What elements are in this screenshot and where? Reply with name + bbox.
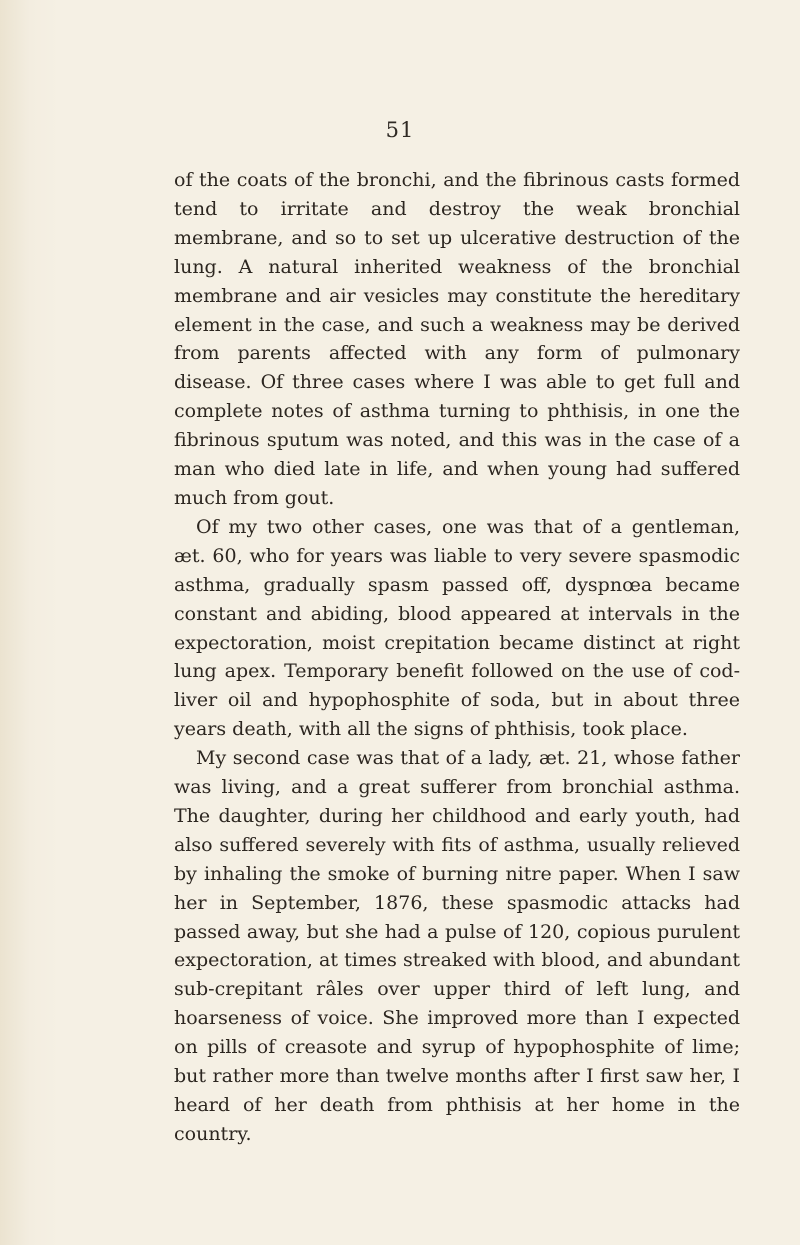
page-body	[174, 166, 740, 1149]
paragraph-first-case: Of my two other cases, one was that of a gentleman, æt. 60, who for years was liable to very severe spasmodic asthma, gradually spasm passed off, dyspnœa became constant and abiding, blood appeared at intervals in the expectoration, moist crepitation became distinct at right lung apex. Temporary benefit followed on the use of cod-liver oil and hypophosphite of soda, but in about three years death, with all the signs of phthisis, took place.	[174, 515, 740, 741]
paragraph-continuation: of the coats of the bronchi, and the fibrinous casts formed tend to irritate and destroy the weak bronchial membrane, and so to set up ulcerative destruction of the lung. A natural inherited weakness of the bronchial membrane and air vesicles may constitute the hereditary element in the case, and such a weakness may be derived from parents affected with any form of pulmonary disease. Of three cases where I was able to get full and complete notes of asthma turning to phthisis, in one the fibrinous sputum was noted, and this was in the case of a man who died late in life, and when young had suffered much from gout.	[174, 169, 740, 509]
page-number: 51	[385, 118, 415, 142]
paragraph-second-case: My second case was that of a lady, æt. 21, whose father was living, and a great sufferer from bronchial asthma. The daughter, during her childhood and early youth, had also suffered severely with fits of asthma, usually relieved by inhaling the smoke of burning nitre paper. When I saw her in September, 1876, these spasmodic attacks had passed away, but she had a pulse of 120, copious purulent expectoration, at times streaked with blood, and abundant sub-crepitant râles over upper third of left lung, and hoarseness of voice. She improved more than I expected on pills of creasote and syrup of hypophosphite of lime; but rather more than twelve months after I first saw her, I heard of her death from phthisis at her home in the country.	[174, 747, 740, 1145]
